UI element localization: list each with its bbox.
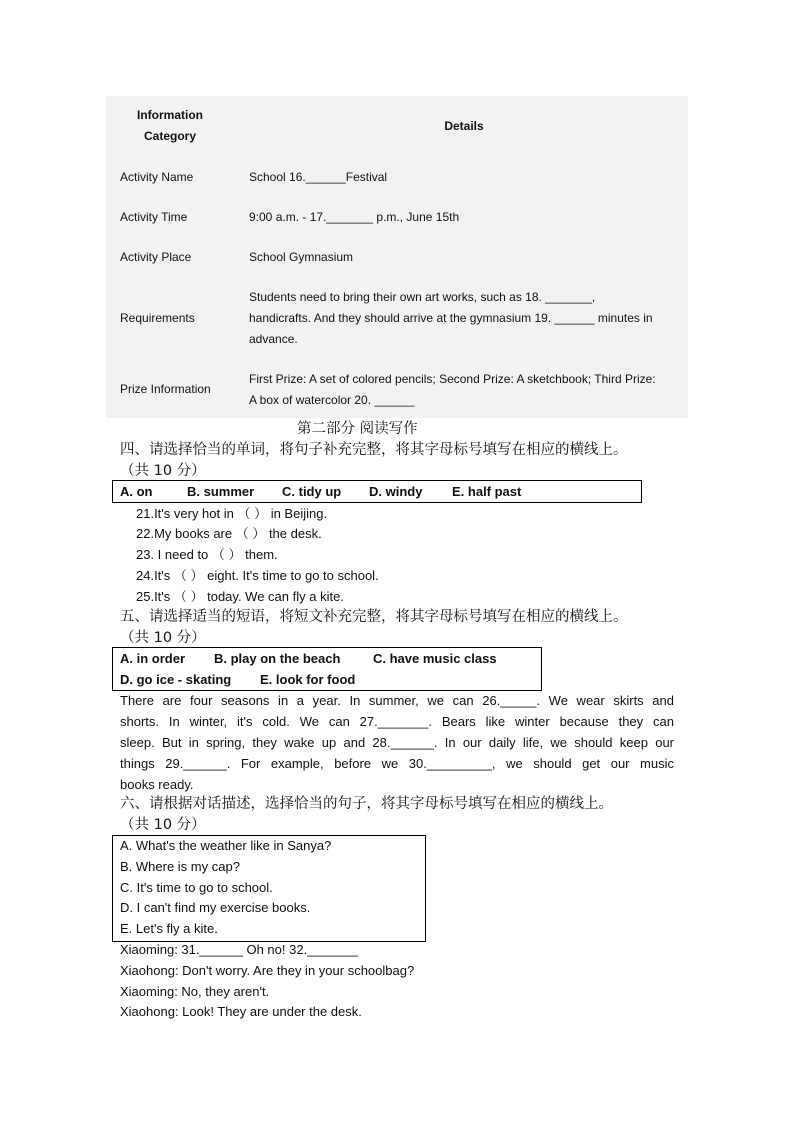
section5-passage: There are four seasons in a year. In summer, we can 26._____. We wear skirts and shorts. In winter, it's cold. We can 27._______. Bears like winter because they can sleep. But in spring, they wake up and 28.______. In our daily life, we should keep our things 29.______. For example, before we 30._________, we should get our music books ready. — [120, 693, 674, 792]
question-23: 23. I need to （ ） them. — [136, 547, 278, 562]
row-category: Activity Name — [120, 170, 194, 184]
section6-instruction: 六、请根据对话描述，选择恰当的句子，将其字母标号填写在相应的横线上。 — [120, 796, 613, 812]
option-e: E. look for food — [260, 672, 356, 687]
section4-score: （共 10 分） — [120, 463, 206, 479]
option-a: A. in order — [120, 651, 186, 666]
header-category: Information Category — [137, 108, 203, 143]
option-a: A. on — [120, 484, 153, 499]
dialogue-line: Xiaoming: 31.______ Oh no! 32._______ — [120, 942, 358, 957]
part2-title: 第二部分 阅读写作 — [297, 421, 418, 437]
row-category: Prize Information — [120, 382, 211, 396]
question-22: 22.My books are （ ） the desk. — [136, 526, 322, 541]
section4-instruction: 四、请选择恰当的单词，将句子补充完整，将其字母标号填写在相应的横线上。 — [120, 442, 628, 458]
option-b: B. play on the beach — [214, 651, 341, 666]
option-b: B. summer — [187, 484, 255, 499]
option-a: A. What's the weather like in Sanya? — [120, 838, 332, 853]
option-d: D. windy — [369, 484, 423, 499]
question-24: 24.It's （ ） eight. It's time to go to school. — [136, 568, 379, 583]
question-21: 21.It's very hot in （ ） in Beijing. — [136, 506, 328, 521]
option-e: E. Let's fly a kite. — [120, 921, 218, 936]
information-table — [106, 96, 688, 418]
row-details: First Prize: A set of colored pencils; Second Prize: A sketchbook; Third Prize: A box of watercolor 20. ______ — [249, 372, 656, 407]
header-details: Details — [444, 119, 484, 133]
dialogue-line: Xiaoming: No, they aren't. — [120, 984, 270, 999]
row-category: Requirements — [120, 311, 195, 325]
option-c: C. have music class — [373, 651, 497, 666]
option-c: C. tidy up — [282, 484, 342, 499]
option-c: C. It's time to go to school. — [120, 880, 273, 895]
option-b: B. Where is my cap? — [120, 859, 240, 874]
row-category: Activity Time — [120, 210, 188, 224]
section6-score: （共 10 分） — [120, 817, 206, 833]
option-e: E. half past — [452, 484, 522, 499]
row-details: 9:00 a.m. - 17._______ p.m., June 15th — [249, 210, 460, 224]
dialogue-line: Xiaohong: Look! They are under the desk. — [120, 1004, 362, 1019]
section5-instruction: 五、请选择适当的短语，将短文补充完整，将其字母标号填写在相应的横线上。 — [120, 609, 628, 625]
row-details: School 16.______Festival — [249, 170, 388, 184]
option-d: D. I can't find my exercise books. — [120, 900, 311, 915]
option-d: D. go ice - skating — [120, 672, 232, 687]
section5-score: （共 10 分） — [120, 630, 206, 646]
row-details: Students need to bring their own art works, such as 18. _______, handicrafts. And they should arrive at the gymnasium 19. ______ minutes in advance. — [249, 290, 653, 346]
question-25: 25.It's （ ） today. We can fly a kite. — [136, 589, 344, 604]
row-category: Activity Place — [120, 250, 192, 264]
dialogue-line: Xiaohong: Don't worry. Are they in your schoolbag? — [120, 963, 415, 978]
row-details: School Gymnasium — [249, 250, 354, 264]
